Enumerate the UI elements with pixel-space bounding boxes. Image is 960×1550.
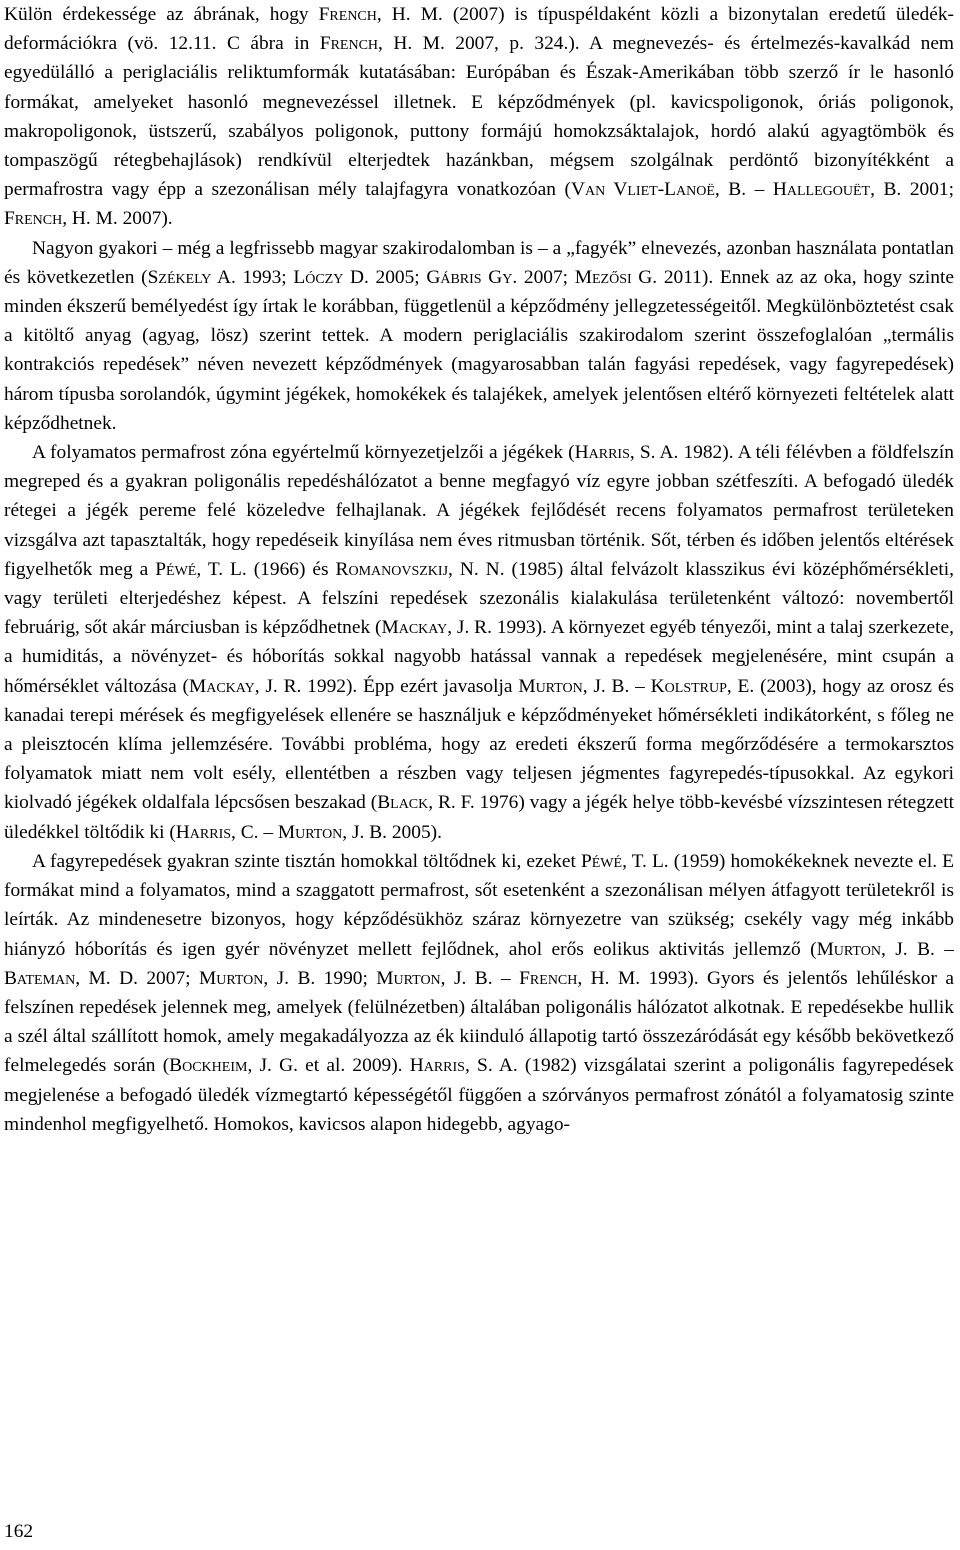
text-run: , B. – [714, 179, 773, 201]
author-name: Mackay [188, 675, 255, 697]
text-run: , B. 2001; [870, 179, 954, 201]
author-name: Murton [816, 938, 881, 960]
text-run: , R. F. 1976) vagy a jégék helye több-kevésbé vízszintesen rétegzett üledékkel töltődik ki ( [4, 792, 954, 843]
author-name: Harris [409, 1055, 465, 1077]
text-run: , T. L. (1966) és [196, 558, 336, 580]
paragraph [4, 438, 954, 847]
author-name: Gy [488, 266, 513, 288]
author-name: Black [377, 792, 429, 814]
author-name: Bateman [4, 967, 76, 989]
author-name: French [318, 4, 377, 25]
text-run: , H. M. (2007) is típuspéldaként közli a bizonytalan eredetű üledék-deformációkra (vö. 12.11. C ábra in [4, 4, 954, 55]
author-name: Péwé [155, 558, 197, 580]
text-run: G. 2011). Ennek az az oka, hogy szinte minden ékszerű bemélyedést így írtak le korábban, függetlenül a képződmény jellegzetességeitől. Megkülönböztetést csak a kitöltő anyag (agyag, lösz) szerint tettek. A modern periglaciális szakirodalom szerint összefoglalóan „termális kontrakciós repedések” néven nevezett képződmények (magyarosabban talán fagyási repedések, vagy fagyrepedések) három típusba sorolandók, úgymint jégékek, homokékek és talajékek, amelyek jelentősen eltérő környezeti feltételek alatt képződhetnek. [4, 266, 954, 434]
text-run: D. 2005; [343, 266, 427, 288]
text-run: , H. M. 2007, p. 324.). A megnevezés- és értelmezés-kavalkád nem egyedülálló a periglaciális reliktumformák kutatásában: Európában és Észak-Amerikában több szerző ír le hasonló formákat, amelyeket hasonló megnevezéssel illetnek. E képződmények (pl. kavicspoligonok, óriás poligonok, makropoligonok, üstszerű, szabályos poligonok, puttony formájú homokzsáktalajok, hordó alakú agyagtömbök és tompaszögű rétegbehajlások) rendkívül elterjedtek hazánkban, mégsem szolgálnak perdöntő bizonyítékként a permafrostra vagy épp a szezonálisan mély talajfagyra vonatkozóan ( [4, 33, 955, 201]
paragraph [4, 234, 954, 438]
text-run: , J. R. 1993). A környezet egyéb tényezői, mint a talaj szerkezete, a humiditás, a növényzet- és hóborítás sokkal nagyobb hatással vannak a repedések megjelenésére, mint csupán a hőmérséklet változása ( [4, 617, 954, 697]
author-name: Bockheim [169, 1055, 248, 1077]
text-run: , T. L. (1959) homokékeknek nevezte el. E formákat mind a folyamatos, mind a szaggatott permafrost, sőt esetenként a szezonálisan mélyen átfagyott területekről is leírták. Az mindenesetre bizonyos, hogy képződésükhöz száraz környezetre van szükség; csekély vagy még inkább hiányzó hóborítás és igen gyér növényzet mellett fejlődnek, ahol erős eolikus aktivitás jellemző ( [4, 850, 954, 960]
author-name: Mezősi [574, 266, 632, 288]
text-run: , J. B. – [440, 967, 520, 989]
text-run: , N. N. (1985) által felvázolt klasszikus évi középhőmérsékleti, vagy területi elterjedéshez képest. A felszíni repedések szezonális kialakulása területenként változó: novembertől februárig, sőt akár márciusban is képződhetnek ( [4, 558, 955, 639]
author-name: Romanovszkij [335, 558, 449, 580]
text-run: A. 1993; [211, 266, 294, 288]
body-text [4, 0, 954, 1139]
text-run: Nagyon gyakori – még a legfrissebb magyar szakirodalomban is – a „fagyék” elnevezés, azonban használata pontatlan és következetlen ( [4, 237, 954, 288]
text-run: , J. R. 1992). Épp ezért javasolja [254, 675, 519, 697]
author-name: French [519, 967, 578, 989]
text-run: , J. B. – [582, 675, 651, 697]
author-name: Murton [518, 675, 583, 697]
text-run: , H. M. 1993). Gyors és jelentős lehűléskor a felszínen repedések jelennek meg, amelyek (felülnézetben) általában poligonális hálózatot alkotnak. E repedésekbe hullik a szél által szállított homok, amely megakadályozza az ék kiinduló állapotig tartó összezáródását egy később bekövetkező felmelegedés során ( [4, 967, 954, 1077]
text-run: , J. G. et al. 2009). [247, 1055, 410, 1077]
author-name: Székely [147, 266, 212, 288]
text-run: A folyamatos permafrost zóna egyértelmű környezetjelzői a jégékek ( [32, 442, 575, 464]
page-number: 162 [4, 1521, 34, 1542]
author-name: Harris [574, 442, 630, 464]
text-run: Külön érdekessége az ábrának, hogy [4, 4, 319, 25]
paragraph [4, 0, 954, 234]
author-name: French [319, 33, 379, 55]
text-run: , S. A. (1982) vizsgálatai szerint a poligonális fagyrepedések megjelenése a befogadó üledék vízmegtartó képességétől függően a szórványos permafrost zónától a folyamatosig szinte mindenhol megfigyelhető. Homokos, kavicsos alapon hidegebb, agyago- [4, 1055, 954, 1135]
author-name: Van Vliet-Lanoë [570, 179, 715, 201]
author-name: French [4, 208, 63, 230]
author-name: Hallegouët [772, 179, 871, 201]
author-name: Lóczy [293, 266, 344, 288]
text-run: A fagyrepedések gyakran szinte tisztán homokkal töltődnek ki, ezeket [32, 850, 581, 872]
author-name: Péwé [580, 850, 623, 872]
text-run: , J. B. 2005). [342, 821, 442, 843]
author-name: Harris [175, 821, 232, 843]
text-run: , S. A. 1982). A téli félévben a földfelszín megreped és a gyakran poligonális repedéshálózatot a benne megfagyó víz egyre jobban szétfeszíti. A befogadó üledék rétegei a jégék pereme felé közeledve felhajlanak. A jégékek fejlődését recens folyamatos permafrost területeken vizsgálva azt tapasztalták, hogy repedéseik kinyílása nem éves ritmusban történik. Sőt, térben és időben jelentős eltérések figyelhetők meg a [4, 442, 954, 580]
text-run: , J. B. – [880, 938, 954, 960]
author-name: Mackay [381, 617, 448, 639]
text-run: , M. D. 2007; [75, 967, 199, 989]
author-name: Murton [198, 967, 264, 989]
text-run: , C. – [231, 821, 278, 843]
author-name: Gábris [426, 266, 482, 288]
author-name: Murton [277, 821, 343, 843]
text-run: , J. B. 1990; [263, 967, 377, 989]
text-run: , H. M. 2007). [62, 208, 173, 230]
author-name: Murton [376, 967, 441, 989]
text-run: , E. (2003), hogy az orosz és kanadai terepi mérések és megfigyelések ellenére se használjuk e képződményeket hőmérsékleti indikátorként, s főleg ne a pleisztocén klíma jellemzésére. További probléma, hogy az eredeti ékszerű forma megőrződésére a termokarsztos folyamatok miatt nem volt esély, ellentétben a részben vagy teljesen jégmentes fagyrepedés-típusokkal. Az egykori kiolvadó jégékek oldalfala lépcsősen beszakad ( [4, 675, 954, 814]
paragraph [4, 847, 954, 1139]
author-name: Kolstrup [650, 675, 727, 697]
text-run: . 2007; [512, 266, 575, 288]
